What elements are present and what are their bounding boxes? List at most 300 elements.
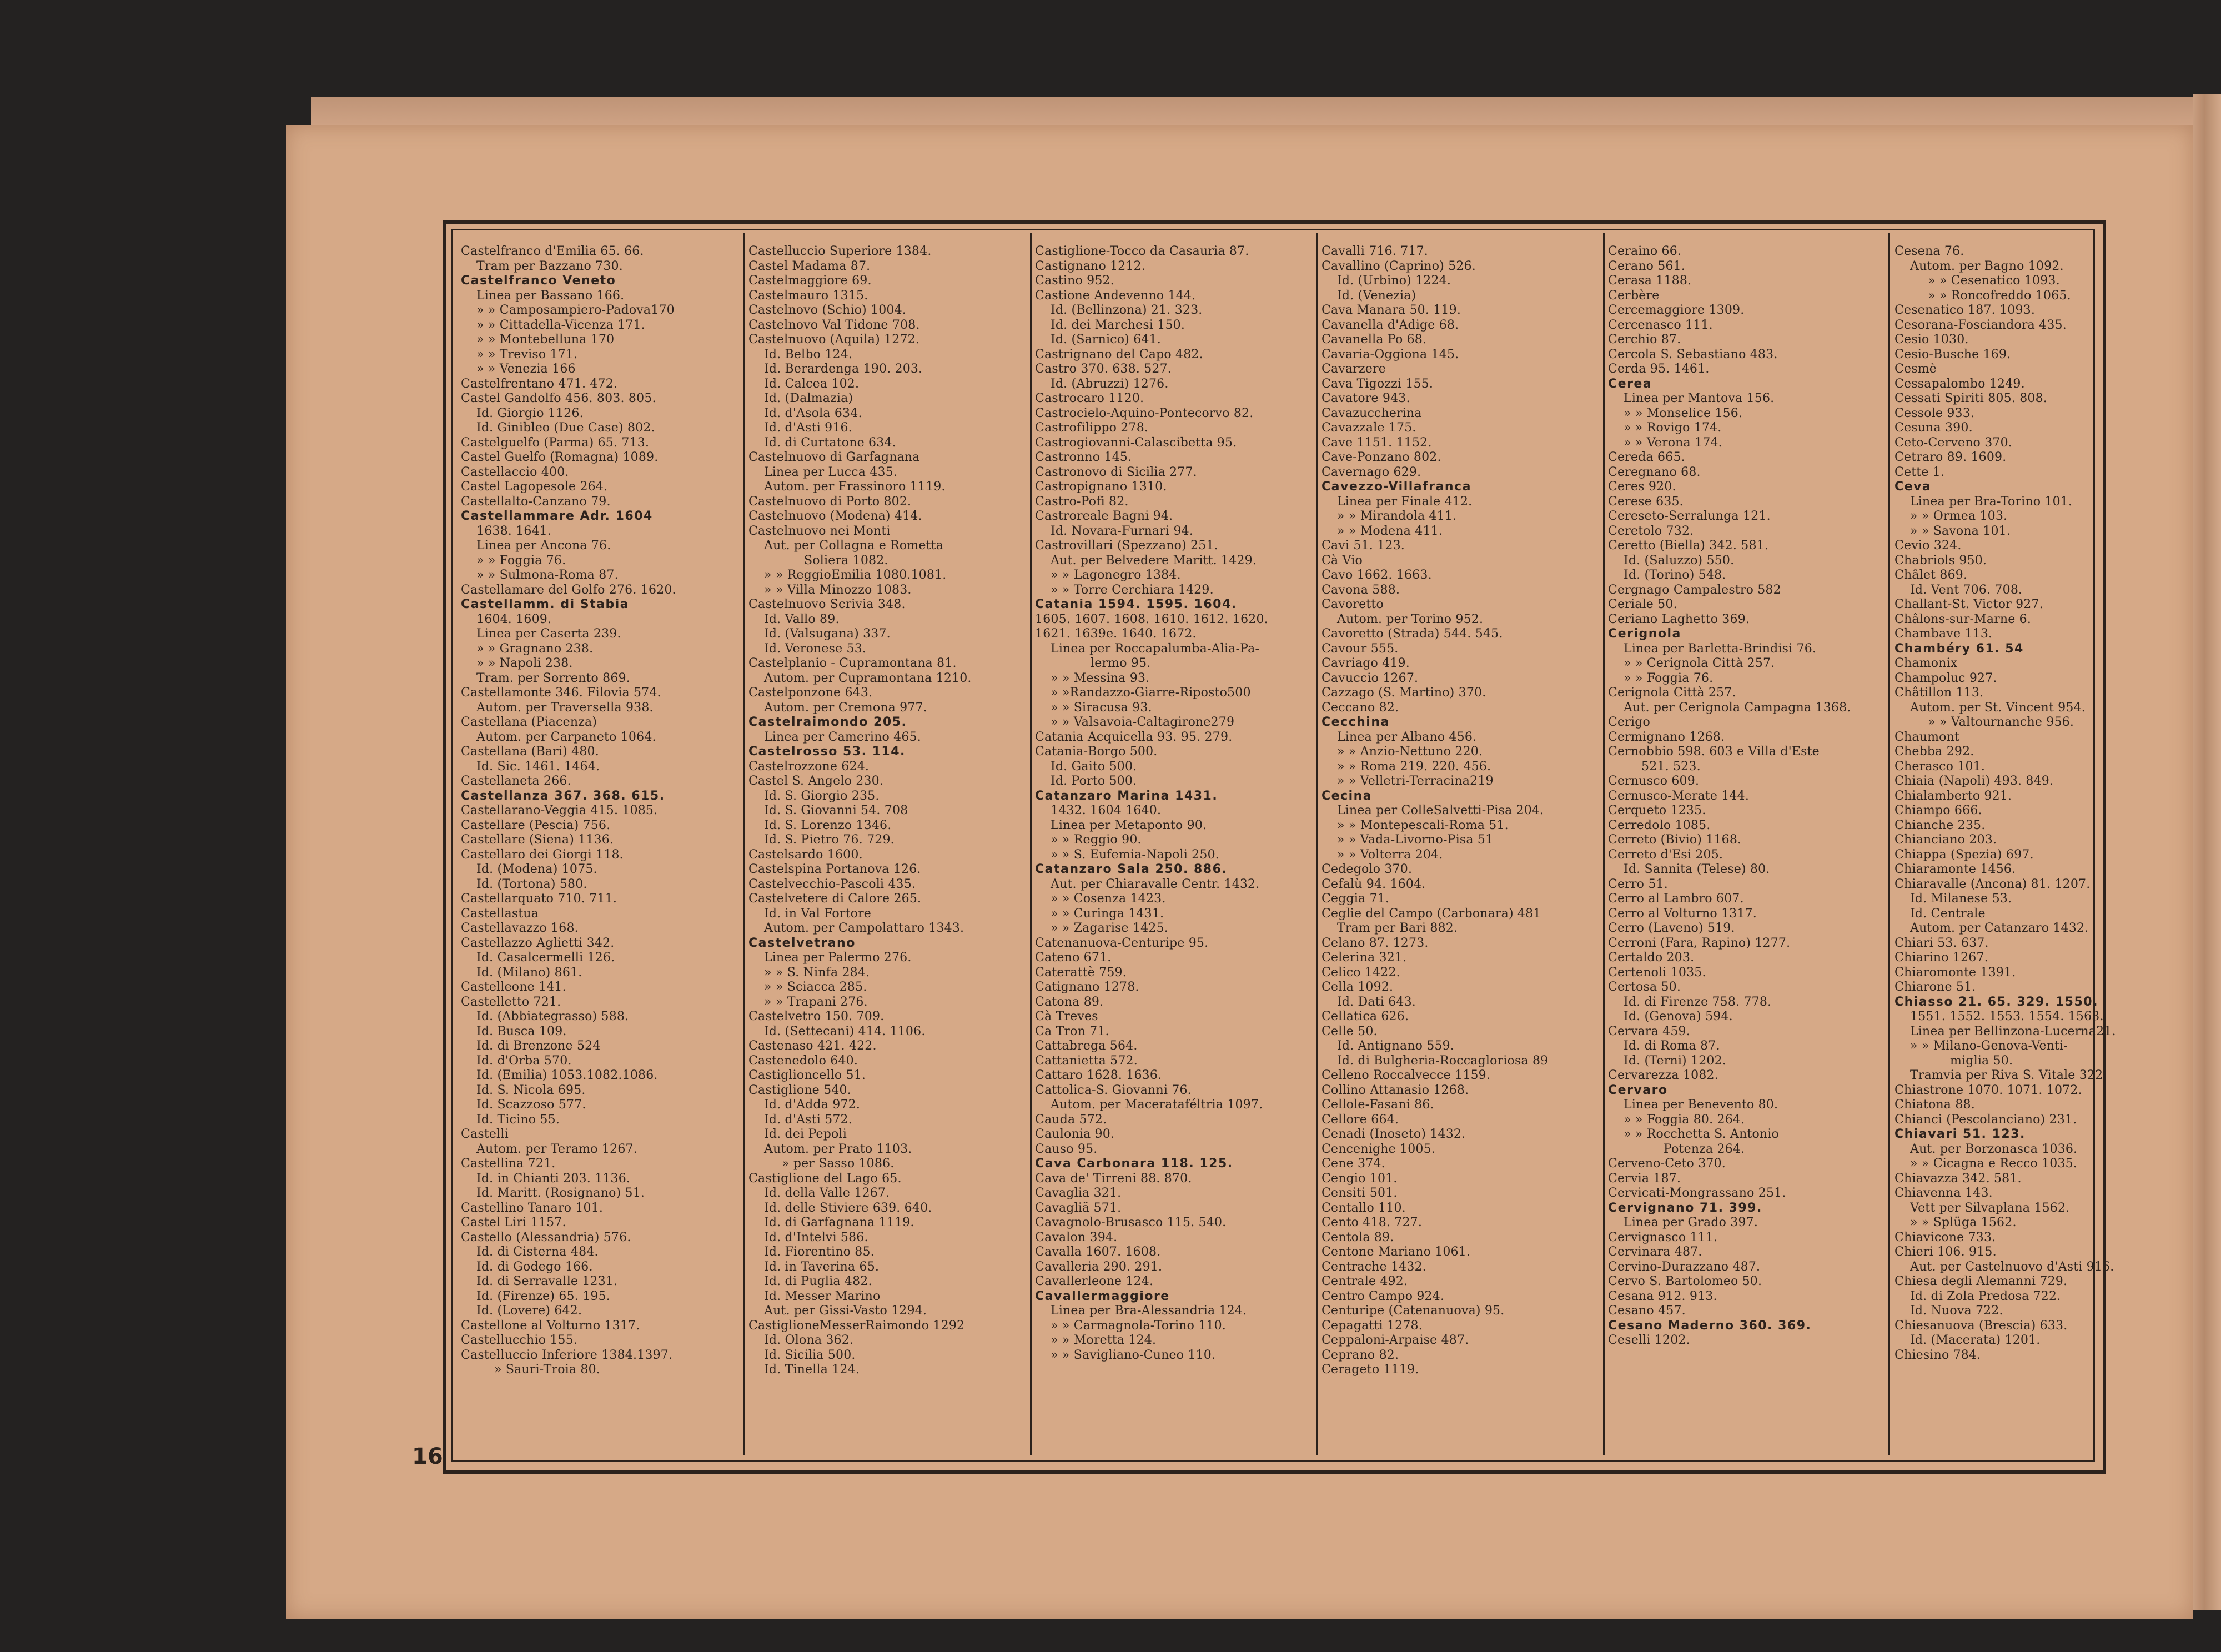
- index-entry: Cernobbio 598. 603 e Villa d'Este: [1608, 745, 1820, 759]
- index-entry: » » ReggioEmilia 1080.1081.: [764, 568, 947, 582]
- column-separator: [743, 233, 745, 1455]
- index-entry: Cattolica-S. Giovanni 76.: [1035, 1083, 1192, 1097]
- index-entry: Id. d'Asti 572.: [764, 1112, 852, 1127]
- index-entry: Cene 374.: [1321, 1157, 1385, 1171]
- index-entry: Catenanuova-Centuripe 95.: [1035, 936, 1209, 950]
- index-entry: Caulonia 90.: [1035, 1127, 1115, 1141]
- index-entry: Castelmauro 1315.: [748, 288, 868, 303]
- index-entry: Chambéry 61. 54: [1895, 641, 2024, 656]
- index-entry: Cerda 95. 1461.: [1608, 362, 1710, 376]
- index-entry: » » Carmagnola-Torino 110.: [1051, 1318, 1227, 1333]
- index-entry: Cervarezza 1082.: [1608, 1068, 1718, 1082]
- index-entry: Linea per Roccapalumba-Alia-Pa-: [1051, 641, 1260, 656]
- index-entry: Linea per ColleSalvetti-Pisa 204.: [1337, 804, 1544, 817]
- index-entry: Chiaravalle (Ancona) 81. 1207.: [1895, 877, 2091, 891]
- index-entry: Linea per Camerino 465.: [764, 730, 921, 744]
- index-entry: Id. (Lovere) 642.: [476, 1304, 582, 1318]
- index-entry: Cesena 76.: [1895, 244, 1964, 258]
- index-entry: Castello (Alessandria) 576.: [461, 1230, 631, 1244]
- index-entry: Id. Novara-Furnari 94.: [1051, 524, 1194, 538]
- index-entry: 1621. 1639e. 1640. 1672.: [1035, 627, 1197, 641]
- index-entry: Id. di Firenze 758. 778.: [1624, 995, 1772, 1009]
- index-entry: Centrale 492.: [1321, 1274, 1408, 1288]
- index-entry: Cattabrega 564.: [1035, 1039, 1138, 1053]
- index-entry: Autom. per Cupramontana 1210.: [764, 671, 972, 685]
- index-entry: Autom. per Cremona 977.: [764, 700, 927, 715]
- index-entry: Cesmè: [1895, 362, 1937, 376]
- index-entry: Ceretto (Biella) 342. 581.: [1608, 539, 1769, 553]
- index-entry: » » Venezia 166: [476, 362, 576, 376]
- index-entry: Cavo 1662. 1663.: [1321, 568, 1432, 582]
- index-entry: » » Foggia 80. 264.: [1624, 1112, 1745, 1127]
- index-entry: Castino 952.: [1035, 274, 1114, 288]
- index-entry: Ceccano 82.: [1321, 700, 1399, 715]
- index-entry: Castelnovo Val Tidone 708.: [748, 318, 920, 332]
- index-entry: Castrocaro 1120.: [1035, 391, 1144, 405]
- index-entry: Castrovillari (Spezzano) 251.: [1035, 539, 1218, 553]
- index-entry: Chiaromonte 1391.: [1895, 965, 2016, 980]
- index-entry: » » Monselice 156.: [1624, 406, 1743, 420]
- index-entry: Id. (Emilia) 1053.1082.1086.: [476, 1068, 658, 1082]
- index-entry: » » Splüga 1562.: [1910, 1216, 2017, 1229]
- index-entry: Cellatica 626.: [1321, 1010, 1409, 1023]
- index-entry: » » Savona 101.: [1910, 524, 2011, 538]
- index-entry: Castronno 145.: [1035, 450, 1132, 464]
- index-entry: Chebba 292.: [1895, 745, 1974, 759]
- index-entry: Castellucchio 155.: [461, 1333, 578, 1347]
- index-entry: Id. d'Asti 916.: [764, 421, 852, 435]
- index-entry: Cave 1151. 1152.: [1321, 435, 1432, 450]
- index-entry: » » Volterra 204.: [1337, 847, 1443, 862]
- index-entry: Id. Casalcermelli 126.: [476, 951, 615, 965]
- index-entry: Cetraro 89. 1609.: [1895, 450, 2007, 464]
- index-entry: Cergnago Campalestro 582: [1608, 583, 1781, 597]
- index-entry: Id. (Abbiategrasso) 588.: [476, 1010, 629, 1023]
- index-entry: Id. S. Nicola 695.: [476, 1083, 586, 1097]
- index-entry: » » Montebelluna 170: [476, 333, 615, 347]
- index-entry: Catignano 1278.: [1035, 980, 1139, 994]
- index-entry: Chianci (Pescolanciano) 231.: [1895, 1112, 2077, 1127]
- index-entry: Id. Ginibleo (Due Case) 802.: [476, 421, 655, 435]
- index-entry: Vett per Silvaplana 1562.: [1910, 1201, 2070, 1215]
- index-entry: Castellaneta 266.: [461, 774, 571, 788]
- index-entry: Castelnuovo Scrivia 348.: [748, 597, 906, 611]
- index-entry: Id. d'Asola 634.: [764, 406, 862, 420]
- index-entry: » » Cesenatico 1093.: [1928, 274, 2060, 288]
- index-entry: Cavezzo-Villafranca: [1321, 480, 1471, 494]
- index-entry: Castrocielo-Aquino-Pontecorvo 82.: [1035, 406, 1254, 420]
- index-entry: Id. di Curtatone 634.: [764, 435, 896, 450]
- index-entry: Castelmaggiore 69.: [748, 274, 872, 288]
- index-entry: Cette 1.: [1895, 465, 1945, 479]
- index-entry: » » Valsavoia-Caltagirone279: [1051, 715, 1235, 729]
- index-entry: Cava Carbonara 118. 125.: [1035, 1157, 1233, 1171]
- index-entry: Castrofilippo 278.: [1035, 421, 1149, 435]
- index-entry: Castellaro dei Giorgi 118.: [461, 847, 624, 862]
- index-entry: » » Rovigo 174.: [1624, 421, 1722, 435]
- index-entry: Id. (Dalmazia): [764, 391, 853, 405]
- index-entry: Centuripe (Catenanuova) 95.: [1321, 1304, 1505, 1318]
- index-entry: » » Verona 174.: [1624, 435, 1722, 450]
- index-entry: » » Foggia 76.: [1624, 671, 1714, 685]
- index-entry: Cenadi (Inoseto) 1432.: [1321, 1127, 1466, 1141]
- index-entry: Centro Campo 924.: [1321, 1289, 1445, 1303]
- index-entry: Linea per Bra-Torino 101.: [1910, 494, 2073, 509]
- index-entry: Castellare (Siena) 1136.: [461, 833, 614, 847]
- index-entry: Id. Vent 706. 708.: [1910, 583, 2023, 597]
- index-entry: Catanzaro Marina 1431.: [1035, 789, 1218, 803]
- page-top-edge: [311, 97, 2193, 128]
- index-entry: 1638. 1641.: [476, 524, 552, 538]
- index-entry: » » Cicagna e Recco 1035.: [1910, 1157, 2078, 1171]
- index-entry: Linea per Lucca 435.: [764, 465, 898, 479]
- index-entry: Linea per Finale 412.: [1337, 494, 1473, 509]
- index-entry: Cella 1092.: [1321, 980, 1394, 994]
- index-entry: Cerredolo 1085.: [1608, 818, 1711, 832]
- index-entry: Chiarino 1267.: [1895, 951, 1988, 965]
- index-entry: Id. dei Pepoli: [764, 1127, 847, 1141]
- index-entry: Aut. per Collagna e Rometta: [764, 539, 944, 553]
- index-entry: Centallo 110.: [1321, 1201, 1406, 1215]
- index-entry: Cessati Spiriti 805. 808.: [1895, 391, 2047, 405]
- index-entry: Cerano 561.: [1608, 259, 1686, 273]
- index-entry: Id. (Genova) 594.: [1624, 1010, 1733, 1023]
- index-entry: Id. (Torino) 548.: [1624, 568, 1726, 582]
- index-entry: Castel Lagopesole 264.: [461, 480, 608, 494]
- index-entry: » » Velletri-Terracina219: [1337, 774, 1494, 788]
- index-entry: Chiastrone 1070. 1071. 1072.: [1895, 1083, 2082, 1097]
- index-entry: Cavanella d'Adige 68.: [1321, 318, 1459, 332]
- index-entry: Autom. per Catanzaro 1432.: [1910, 921, 2089, 935]
- index-entry: Linea per Ancona 76.: [476, 539, 611, 553]
- index-entry: Ceretolo 732.: [1608, 524, 1694, 538]
- index-entry: Cento 418. 727.: [1321, 1216, 1423, 1229]
- index-entry: Aut. per Chiaravalle Centr. 1432.: [1051, 877, 1260, 891]
- index-entry: Id. d'Orba 570.: [476, 1053, 572, 1068]
- index-entry: Id. di Cisterna 484.: [476, 1245, 599, 1259]
- index-entry: Cerea: [1608, 376, 1652, 391]
- index-entry: Aut. per Castelnuovo d'Asti 916.: [1910, 1259, 2114, 1274]
- index-entry: Castelnuovo di Garfagnana: [748, 450, 920, 464]
- index-entry: Id. di Bulgheria-Roccagloriosa 89: [1337, 1053, 1549, 1068]
- index-entry: Autom. per Teramo 1267.: [476, 1142, 637, 1156]
- index-entry: » » Cittadella-Vicenza 171.: [476, 318, 645, 332]
- index-entry: Aut. per Belvedere Maritt. 1429.: [1051, 553, 1257, 568]
- index-entry: Castronovo di Sicilia 277.: [1035, 465, 1197, 479]
- index-entry: Cavoretto (Strada) 544. 545.: [1321, 627, 1503, 641]
- index-entry: Chianciano 203.: [1895, 833, 1997, 847]
- index-entry: Chiesanuova (Brescia) 633.: [1895, 1318, 2068, 1333]
- index-entry: Cervignano 71. 399.: [1608, 1201, 1762, 1215]
- index-entry: Cecchina: [1321, 715, 1390, 729]
- index-entry: » » S. Ninfa 284.: [764, 965, 870, 980]
- index-entry: Id. di Roma 87.: [1624, 1039, 1720, 1053]
- index-entry: Cà Treves: [1035, 1010, 1098, 1023]
- index-entry: Id. dei Marchesi 150.: [1051, 318, 1185, 332]
- index-entry: » » Modena 411.: [1337, 524, 1443, 538]
- page-stack-edge: [2193, 94, 2221, 1610]
- index-entry: Id. di Brenzone 524: [476, 1039, 601, 1053]
- index-entry: Castelplanio - Cupramontana 81.: [748, 656, 957, 670]
- index-entry: Id. della Valle 1267.: [764, 1186, 890, 1200]
- index-entry: Cerignola Città 257.: [1608, 686, 1736, 700]
- index-entry: Linea per Metaponto 90.: [1051, 818, 1207, 832]
- index-entry: Cefalù 94. 1604.: [1321, 877, 1426, 891]
- index-entry: Celano 87. 1273.: [1321, 936, 1429, 950]
- index-entry: Cessapalombo 1249.: [1895, 376, 2025, 391]
- index-entry: Chamonix: [1895, 656, 1958, 670]
- index-entry: Tram per Bari 882.: [1337, 921, 1458, 935]
- index-entry: Ceregnano 68.: [1608, 465, 1701, 479]
- index-entry: Id. Gaito 500.: [1051, 759, 1137, 774]
- index-entry: » » Napoli 238.: [476, 656, 573, 670]
- index-entry: Id. (Abruzzi) 1276.: [1051, 376, 1169, 391]
- index-entry: Ceraino 66.: [1608, 244, 1682, 258]
- index-entry: Castelfranco d'Emilia 65. 66.: [461, 244, 644, 258]
- index-entry: 1604. 1609.: [476, 612, 552, 626]
- index-entry: Castelnuovo (Modena) 414.: [748, 509, 922, 523]
- index-entry: lermo 95.: [1091, 656, 1151, 670]
- index-entry: Id. S. Lorenzo 1346.: [764, 818, 892, 832]
- index-entry: » » Villa Minozzo 1083.: [764, 583, 912, 597]
- index-entry: Autom. per St. Vincent 954.: [1910, 700, 2086, 715]
- index-entry: Celleno Roccalvecce 1159.: [1321, 1068, 1491, 1082]
- index-entry: Champoluc 927.: [1895, 671, 1997, 685]
- index-entry: Autom. per Macerataféltria 1097.: [1051, 1098, 1263, 1112]
- index-entry: Id. (Tortona) 580.: [476, 877, 587, 891]
- index-entry: » » Torre Cerchiara 1429.: [1051, 583, 1214, 597]
- index-entry: Castellalto-Canzano 79.: [461, 494, 611, 509]
- index-entry: Cervino-Durazzano 487.: [1608, 1259, 1761, 1274]
- index-entry: Cavi 51. 123.: [1321, 539, 1405, 553]
- index-entry: Cervo S. Bartolomeo 50.: [1608, 1274, 1762, 1288]
- index-entry: Chiappa (Spezia) 697.: [1895, 847, 2034, 862]
- index-entry: Castellarano-Veggia 415. 1085.: [461, 804, 658, 817]
- index-entry: Chiaramonte 1456.: [1895, 862, 2016, 876]
- index-entry: Cava Tigozzi 155.: [1321, 376, 1434, 391]
- index-entry: Id. di Puglia 482.: [764, 1274, 872, 1288]
- index-entry: Castelli: [461, 1127, 509, 1141]
- index-entry: » » Zagarise 1425.: [1051, 921, 1168, 935]
- index-entry: Ceriano Laghetto 369.: [1608, 612, 1750, 626]
- index-entry: Challant-St. Victor 927.: [1895, 597, 2043, 611]
- index-entry: Castrignano del Capo 482.: [1035, 347, 1203, 361]
- index-entry: » » Vada-Livorno-Pisa 51: [1337, 833, 1494, 847]
- index-entry: Cevio 324.: [1895, 539, 1962, 553]
- index-entry: Cerigo: [1608, 715, 1650, 729]
- index-entry: Chiavicone 733.: [1895, 1230, 1996, 1244]
- index-entry: Cecina: [1321, 789, 1373, 803]
- index-entry: » » Treviso 171.: [476, 347, 578, 361]
- index-entry: Cernusco 609.: [1608, 774, 1700, 788]
- index-entry: Chaumont: [1895, 730, 1960, 744]
- index-entry: Cessole 933.: [1895, 406, 1975, 420]
- index-entry: » » Montepescali-Roma 51.: [1337, 818, 1509, 832]
- index-entry: Castellino Tanaro 101.: [461, 1201, 604, 1215]
- index-entry: » » Moretta 124.: [1051, 1333, 1157, 1347]
- index-entry: Chieri 106. 915.: [1895, 1245, 1997, 1259]
- index-entry: » » Valtournanche 956.: [1928, 715, 2074, 729]
- index-entry: Linea per Barletta-Brindisi 76.: [1624, 641, 1817, 656]
- index-entry: Chiavenna 143.: [1895, 1186, 1993, 1200]
- index-entry: miglia 50.: [1950, 1053, 2013, 1068]
- index-entry: Id. Ticino 55.: [476, 1112, 560, 1127]
- index-entry: Id. di Garfagnana 1119.: [764, 1216, 914, 1229]
- index-entry: Castellare (Pescia) 756.: [461, 818, 611, 832]
- index-entry: Id. Dati 643.: [1337, 995, 1416, 1009]
- index-entry: » » Sciacca 285.: [764, 980, 867, 994]
- column-separator: [1316, 233, 1318, 1455]
- index-entry: Cavaglia 321.: [1035, 1186, 1122, 1200]
- index-entry: Castelnuovo di Porto 802.: [748, 494, 912, 509]
- index-entry: Castro-Pofi 82.: [1035, 494, 1129, 509]
- index-column-5: [1608, 244, 1888, 1444]
- index-entry: Castelletto 721.: [461, 995, 561, 1009]
- index-column-3: [1035, 244, 1315, 1444]
- index-entry: Ceppaloni-Arpaise 487.: [1321, 1333, 1469, 1347]
- index-entry: Id. Messer Marino: [764, 1289, 881, 1303]
- index-entry: Cavona 588.: [1321, 583, 1400, 597]
- index-entry: Ceriale 50.: [1608, 597, 1677, 611]
- index-entry: Cavagnolo-Brusasco 115. 540.: [1035, 1216, 1227, 1229]
- index-entry: Cavallerleone 124.: [1035, 1274, 1154, 1288]
- index-entry: Cellore 664.: [1321, 1112, 1399, 1127]
- index-entry: Id. (Settecani) 414. 1106.: [764, 1024, 926, 1038]
- index-entry: Id. Milanese 53.: [1910, 892, 2012, 906]
- index-entry: Castelvetrano: [748, 936, 856, 950]
- index-entry: Id. (Terni) 1202.: [1624, 1053, 1727, 1068]
- index-entry: Castellanza 367. 368. 615.: [461, 789, 665, 803]
- index-entry: » » Camposampiero-Padova170: [476, 303, 675, 317]
- index-entry: Cesuna 390.: [1895, 421, 1973, 435]
- index-entry: Id. (Valsugana) 337.: [764, 627, 891, 641]
- index-column-4: [1321, 244, 1602, 1444]
- index-entry: Ceselli 1202.: [1608, 1333, 1690, 1347]
- index-entry: » » Ormea 103.: [1910, 509, 2008, 523]
- index-entry: Cellole-Fasani 86.: [1321, 1098, 1434, 1112]
- index-entry: Id. d'Adda 972.: [764, 1098, 861, 1112]
- index-entry: Cercenasco 111.: [1608, 318, 1713, 332]
- index-entry: Cavalleria 290. 291.: [1035, 1259, 1163, 1274]
- index-entry: Linea per Bra-Alessandria 124.: [1051, 1304, 1247, 1318]
- index-entry: Id. Fiorentino 85.: [764, 1245, 875, 1259]
- index-entry: Cervignasco 111.: [1608, 1230, 1718, 1244]
- index-entry: Castignano 1212.: [1035, 259, 1146, 273]
- index-entry: » » S. Eufemia-Napoli 250.: [1051, 847, 1219, 862]
- index-entry: Linea per Palermo 276.: [764, 951, 912, 965]
- index-entry: Cherasco 101.: [1895, 759, 1986, 774]
- index-entry: Castel Liri 1157.: [461, 1216, 566, 1229]
- index-entry: Id. Sannita (Telese) 80.: [1624, 862, 1770, 876]
- index-entry: Castelnuovo nei Monti: [748, 524, 891, 538]
- index-entry: Cerbère: [1608, 288, 1660, 303]
- index-entry: » Sauri-Troia 80.: [494, 1363, 600, 1377]
- index-entry: Castelraimondo 205.: [748, 715, 907, 729]
- index-entry: Celico 1422.: [1321, 965, 1400, 980]
- index-entry: Cerveno-Ceto 370.: [1608, 1157, 1726, 1171]
- index-entry: » » Gragnano 238.: [476, 641, 594, 656]
- index-entry: Cesio 1030.: [1895, 333, 1969, 347]
- index-entry: Castellaccio 400.: [461, 465, 569, 479]
- index-entry: Aut. per Borzonasca 1036.: [1910, 1142, 2078, 1156]
- index-entry: Castellamare del Golfo 276. 1620.: [461, 583, 676, 597]
- index-entry: Causo 95.: [1035, 1142, 1098, 1156]
- index-entry: » » Siracusa 93.: [1051, 700, 1152, 715]
- index-entry: Centola 89.: [1321, 1230, 1394, 1244]
- index-entry: Chiasso 21. 65. 329. 1550.: [1895, 995, 2098, 1009]
- index-entry: Tramvia per Riva S. Vitale 322.: [1910, 1068, 2107, 1082]
- index-entry: Ceprano 82.: [1321, 1348, 1399, 1362]
- index-entry: Ceva: [1895, 480, 1932, 494]
- index-entry: Id. (Sarnico) 641.: [1051, 333, 1161, 347]
- index-entry: Catania-Borgo 500.: [1035, 745, 1158, 759]
- index-entry: Castellone al Volturno 1317.: [461, 1318, 640, 1333]
- index-entry: Id. Vallo 89.: [764, 612, 840, 626]
- index-entry: Chialamberto 921.: [1895, 789, 2012, 803]
- index-entry: Cerignola: [1608, 627, 1681, 641]
- index-entry: Cavallino (Caprino) 526.: [1321, 259, 1476, 273]
- index-entry: Ca Tron 71.: [1035, 1024, 1109, 1038]
- index-entry: Id. in Val Fortore: [764, 906, 872, 921]
- index-entry: Cave-Ponzano 802.: [1321, 450, 1441, 464]
- index-entry: Chiavari 51. 123.: [1895, 1127, 2026, 1141]
- index-entry: Cavaria-Oggiona 145.: [1321, 347, 1459, 361]
- index-entry: Linea per Benevento 80.: [1624, 1098, 1778, 1112]
- index-entry: Cercola S. Sebastiano 483.: [1608, 347, 1778, 361]
- index-entry: Cavatore 943.: [1321, 391, 1410, 405]
- index-entry: » » Savigliano-Cuneo 110.: [1051, 1348, 1216, 1362]
- index-entry: Tram per Bazzano 730.: [476, 259, 623, 273]
- index-entry: Cavalon 394.: [1035, 1230, 1118, 1244]
- index-entry: Chiatona 88.: [1895, 1098, 1975, 1112]
- index-entry: Cengio 101.: [1321, 1171, 1398, 1186]
- index-entry: Cateno 671.: [1035, 951, 1112, 965]
- index-entry: Cerro 51.: [1608, 877, 1668, 891]
- index-entry: Centone Mariano 1061.: [1321, 1245, 1471, 1259]
- index-entry: Castelguelfo (Parma) 65. 713.: [461, 435, 650, 450]
- index-entry: Potenza 264.: [1664, 1142, 1745, 1156]
- index-entry: Catania 1594. 1595. 1604.: [1035, 597, 1237, 611]
- index-entry: Censiti 501.: [1321, 1186, 1398, 1200]
- index-entry: Castellastua: [461, 906, 539, 921]
- index-entry: Cerreto (Bivio) 1168.: [1608, 833, 1742, 847]
- index-entry: Cavuccio 1267.: [1321, 671, 1419, 685]
- index-entry: Id. Sic. 1461. 1464.: [476, 759, 600, 774]
- index-entry: Chiaia (Napoli) 493. 849.: [1895, 774, 2054, 788]
- index-entry: Id. Berardenga 190. 203.: [764, 362, 923, 376]
- index-entry: Chiarone 51.: [1895, 980, 1976, 994]
- index-entry: Id. Giorgio 1126.: [476, 406, 584, 420]
- index-entry: Castellazzo Aglietti 342.: [461, 936, 615, 950]
- index-entry: Centrache 1432.: [1321, 1259, 1426, 1274]
- index-entry: Id. (Urbino) 1224.: [1337, 274, 1451, 288]
- index-entry: Id. Porto 500.: [1051, 774, 1137, 788]
- index-entry: Catanzaro Sala 250. 886.: [1035, 862, 1228, 876]
- index-entry: Id. S. Giovanni 54. 708: [764, 804, 908, 817]
- index-entry: Id. di Serravalle 1231.: [476, 1274, 618, 1288]
- index-entry: » »Randazzo-Giarre-Riposto500: [1051, 686, 1251, 700]
- index-entry: Cavriago 419.: [1321, 656, 1410, 670]
- index-entry: Cervinara 487.: [1608, 1245, 1702, 1259]
- index-entry: Id. di Zola Predosa 722.: [1910, 1289, 2061, 1303]
- index-entry: Castel Gandolfo 456. 803. 805.: [461, 391, 656, 405]
- index-entry: Cavazuccherina: [1321, 406, 1422, 420]
- index-entry: Castiglione-Tocco da Casauria 87.: [1035, 244, 1249, 258]
- index-entry: Chiari 53. 637.: [1895, 936, 1989, 950]
- index-entry: Cervaro: [1608, 1083, 1668, 1097]
- index-entry: Id. Belbo 124.: [764, 347, 853, 361]
- index-entry: Castelnuovo (Aquila) 1272.: [748, 333, 920, 347]
